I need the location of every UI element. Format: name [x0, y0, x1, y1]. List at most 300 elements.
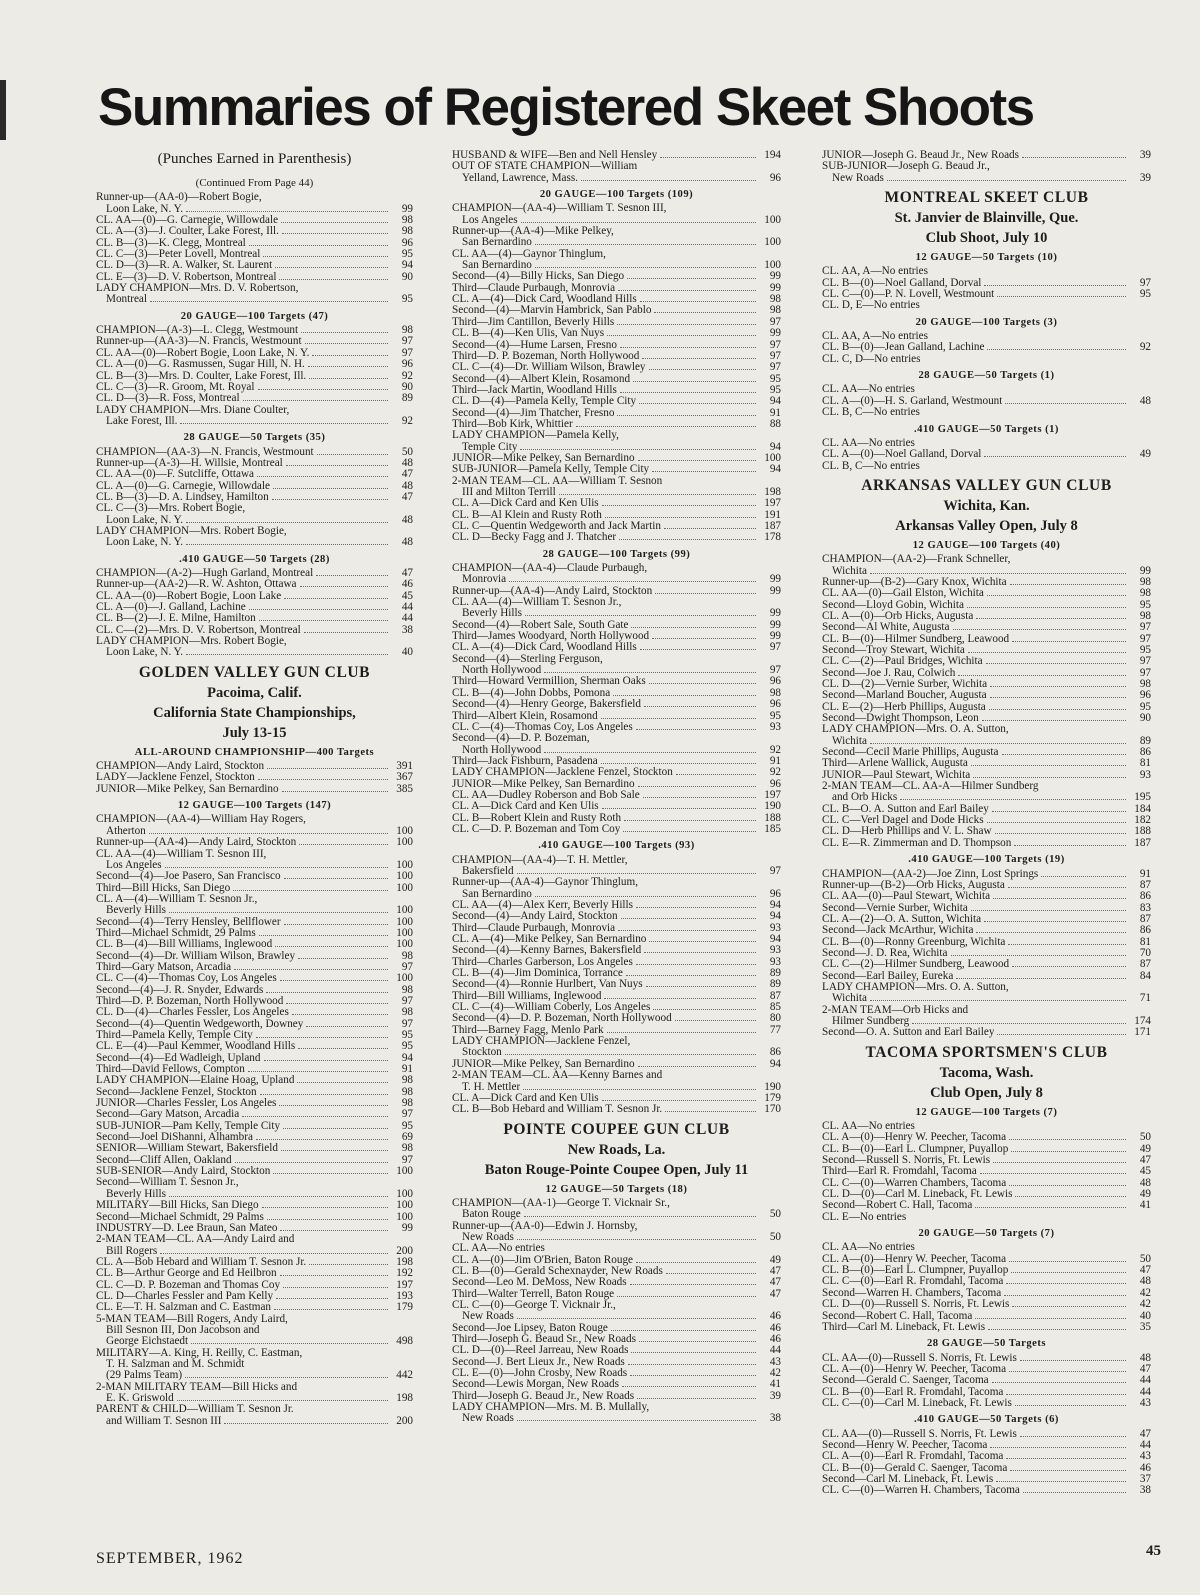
result-line [452, 1277, 781, 1288]
result-score: 90 [401, 380, 413, 393]
result-score: 92 [1139, 341, 1151, 354]
leader-dots [248, 1071, 388, 1072]
result-line [822, 173, 1151, 184]
result-score: 98 [769, 304, 781, 317]
result-text-line: CL. E—No entries [822, 1211, 907, 1223]
result-line [452, 1255, 781, 1266]
event-heading: 12 GAUGE—50 Targets (10) [915, 252, 1058, 264]
result-score: 99 [769, 607, 781, 620]
result-text-line: MILITARY—A. King, H. Reilly, C. Eastman, [96, 1347, 303, 1359]
result-line [452, 900, 781, 911]
result-line [452, 150, 781, 161]
result-line [96, 996, 413, 1007]
result-text: Runner-up—(B-2)—Orb Hicks, Augusta [822, 879, 1005, 891]
result-line [96, 1302, 413, 1313]
result-line [96, 962, 413, 973]
leader-dots [1011, 1151, 1126, 1152]
page-title: Summaries of Registered Skeet Shoots [98, 78, 1034, 137]
event-heading: 20 GAUGE—100 Targets (47) [180, 310, 329, 322]
leader-dots [150, 301, 388, 302]
result-score: 45 [1139, 1165, 1151, 1178]
leader-dots [636, 907, 756, 908]
result-score: 100 [396, 881, 413, 894]
result-line [452, 923, 781, 934]
result-text: Second—(4)—Kenny Barnes, Bakersfield [452, 945, 642, 957]
result-score: 191 [764, 508, 781, 521]
result-score: 174 [1134, 1014, 1151, 1027]
leader-dots [631, 627, 756, 628]
result-text-line: Second—(4)—Sterling Ferguson, [452, 653, 603, 665]
result-score: 48 [401, 456, 413, 469]
result-line [452, 968, 781, 979]
result-score: 99 [769, 618, 781, 631]
result-line [822, 1299, 1151, 1310]
result-text-line: LADY CHAMPION—Mrs. Robert Bogie, [96, 525, 287, 537]
result-text-line: CL. AA—(4)—William T. Sesnon Jr., [452, 597, 622, 609]
result-score: 81 [1139, 757, 1151, 770]
result-score: 46 [769, 1310, 781, 1323]
result-text: New Roads [462, 1231, 514, 1243]
result-text: Second—Michael Schmidt, 29 Palms [96, 1211, 264, 1223]
result-line [452, 1391, 781, 1402]
result-line [452, 1047, 781, 1058]
leader-dots [309, 1264, 388, 1265]
result-score: 95 [401, 1040, 413, 1053]
result-text-line: CL. B, C—No entries [822, 460, 920, 472]
result-text: Third—D. P. Bozeman, North Hollywood [96, 995, 284, 1007]
result-text: Second—(4)—Billy Hicks, San Diego [452, 271, 625, 283]
result-score: 97 [401, 994, 413, 1007]
page-edge [0, 80, 18, 140]
result-line [822, 150, 1151, 161]
result-text: CL. AA—Dudley Roberson and Bob Sale [452, 789, 640, 801]
leader-dots [243, 400, 388, 401]
result-text-line: 2-MAN TEAM—CL. AA-A—Hilmer Sundberg [822, 781, 1039, 793]
result-line [96, 1075, 413, 1086]
result-text: San Bernardino [462, 260, 532, 272]
result-text: CL. B—(4)—Bill Williams, Inglewood [96, 939, 273, 951]
leader-dots [633, 381, 756, 382]
result-text-line: Runner-up—(AA-0)—Robert Bogie, [96, 192, 262, 204]
leader-dots [636, 1262, 756, 1263]
result-line [96, 602, 413, 613]
result-text: CL. A—(4)—Dick Card, Woodland Hills [452, 294, 637, 306]
result-line [96, 1291, 413, 1302]
result-line [452, 294, 781, 305]
result-line [452, 801, 781, 812]
result-text: San Bernardino [462, 888, 532, 900]
result-score: 94 [401, 1051, 413, 1064]
leader-dots [286, 465, 388, 466]
leader-dots [971, 765, 1126, 766]
result-score: 178 [764, 531, 781, 544]
result-score: 198 [764, 485, 781, 498]
result-text: CL. C—(3)—Peter Lovell, Montreal [96, 249, 261, 261]
leader-dots [165, 867, 388, 868]
result-score: 96 [401, 236, 413, 249]
result-line [822, 971, 1151, 982]
result-text: CL. B—(0)—Hilmer Sundberg, Leawood [822, 633, 1010, 645]
event-heading: 28 GAUGE—100 Targets (99) [542, 548, 691, 560]
leader-dots [642, 358, 756, 359]
leader-dots [638, 786, 756, 787]
result-score: 93 [1139, 768, 1151, 781]
result-score: 45 [401, 589, 413, 602]
result-score: 89 [401, 392, 413, 405]
leader-dots [971, 910, 1126, 911]
result-text: CL. B—Al Klein and Rusty Roth [452, 509, 602, 521]
result-score: 71 [1139, 992, 1151, 1005]
result-line [96, 579, 413, 590]
result-score: 47 [1139, 1154, 1151, 1167]
leader-dots [275, 267, 388, 268]
result-text-line: CHAMPION—(AA-4)—William Hay Rogers, [96, 814, 306, 826]
result-text: Second—Jack McArthur, Wichita [822, 925, 974, 937]
continued-note: (Continued From Page 44) [195, 177, 314, 189]
result-score: 96 [769, 887, 781, 900]
result-text: Beverly Hills [462, 608, 522, 620]
result-text: Third—Bill Hicks, San Diego [96, 882, 231, 894]
result-score: 94 [769, 910, 781, 923]
result-text: Runner-up—(AA-4)—Andy Laird, Stockton [452, 585, 653, 597]
result-score: 47 [401, 468, 413, 481]
result-line [452, 813, 781, 824]
result-score: 39 [1139, 171, 1151, 184]
result-line [96, 1064, 413, 1075]
result-line [822, 588, 1151, 599]
result-line [452, 631, 781, 642]
result-text: CHAMPION—(A-2)—Hugh Garland, Montreal [96, 568, 314, 579]
result-score: 86 [1139, 890, 1151, 903]
result-score: 50 [1139, 1252, 1151, 1265]
leader-dots [535, 244, 756, 245]
leader-dots [984, 456, 1126, 457]
result-text: CL. A—(2)—O. A. Sutton, Wichita [822, 913, 982, 925]
result-line [822, 1155, 1151, 1166]
result-text: CL. A—(4)—Mike Pelkey, San Bernardino [452, 934, 647, 946]
result-text: Third—Carl M. Lineback, Ft. Lewis [822, 1321, 986, 1333]
leader-dots [676, 774, 756, 775]
result-text: CL. C—(0)—Warren Chambers, Tacoma [822, 1177, 1007, 1189]
leader-dots [1014, 845, 1126, 846]
leader-dots [521, 222, 756, 223]
result-line [452, 979, 781, 990]
result-line [452, 790, 781, 801]
result-score: 97 [769, 315, 781, 328]
result-score: 44 [1139, 1374, 1151, 1387]
leader-dots [301, 332, 388, 333]
result-line [452, 374, 781, 385]
result-text: Third—D. P. Bozeman, North Hollywood [452, 350, 640, 362]
result-line [822, 948, 1151, 959]
result-score: 87 [1139, 958, 1151, 971]
result-score: 48 [1139, 1176, 1151, 1189]
result-score: 44 [401, 601, 413, 614]
result-line [452, 305, 781, 316]
event-heading: 20 GAUGE—100 Targets (109) [539, 189, 694, 201]
leader-dots [264, 1060, 389, 1061]
result-text: Third—Bill Williams, Inglewood [452, 990, 602, 1002]
result-text: CL. B—(0)—Gerald C. Saenger, Tacoma [822, 1462, 1008, 1474]
result-line [96, 1268, 413, 1279]
result-text: Second—Joe Lipsey, Baton Rouge [452, 1322, 608, 1334]
leader-dots [283, 1128, 388, 1129]
result-line [96, 204, 413, 215]
result-line [822, 679, 1151, 690]
result-text: CL. D—Becky Fagg and J. Thatcher [452, 532, 617, 544]
result-text: CL. E—T. H. Salzman and C. Eastman [96, 1302, 272, 1314]
result-text: HUSBAND & WIFE—Ben and Nell Hensley [452, 150, 658, 161]
result-score: 179 [764, 1091, 781, 1104]
leader-dots [262, 1207, 388, 1208]
result-text: JUNIOR—Mike Pelkey, San Bernardino [452, 1058, 635, 1070]
result-score: 187 [1134, 836, 1151, 849]
leader-dots [601, 763, 756, 764]
result-line [452, 453, 781, 464]
result-text: Second—Joe J. Rau, Colwich [822, 667, 956, 679]
result-text: SENIOR—William Stewart, Bakersfield [96, 1143, 278, 1155]
result-score: 42 [1139, 1286, 1151, 1299]
result-line [452, 866, 781, 877]
result-score: 50 [401, 445, 413, 458]
result-line [96, 939, 413, 950]
result-text-line: LADY CHAMPION—Mrs. Robert Bogie, [96, 636, 287, 648]
leader-dots [256, 1037, 388, 1038]
result-line [96, 1007, 413, 1018]
result-text: Loon Lake, N. Y. [106, 514, 184, 526]
result-text: CL. AA—(0)—F. Sutcliffe, Ottawa [96, 469, 254, 481]
result-text: Bill Rogers [106, 1245, 158, 1257]
result-text: CL. A—(0)—G. Rasmussen, Sugar Hill, N. H. [96, 359, 305, 371]
result-line [96, 772, 413, 783]
result-text: Second—Russell S. Norris, Ft. Lewis [822, 1155, 991, 1167]
result-score: 95 [401, 293, 413, 306]
result-score: 97 [1139, 276, 1151, 289]
leader-dots [306, 1026, 388, 1027]
result-score: 95 [1139, 288, 1151, 301]
result-line [96, 447, 413, 458]
result-text: New Roads [462, 1413, 514, 1425]
result-line [452, 911, 781, 922]
result-score: 100 [396, 1199, 413, 1212]
result-line [822, 713, 1151, 724]
result-line [822, 1265, 1151, 1276]
result-score: 46 [769, 1333, 781, 1345]
leader-dots [1012, 641, 1126, 642]
result-text: Third—Walter Terrell, Baton Rouge [452, 1288, 615, 1300]
leader-dots [281, 1150, 388, 1151]
result-text-line: CHAMPION—(AA-2)—Frank Schneller, [822, 554, 1011, 566]
result-score: 42 [1139, 1298, 1151, 1311]
result-line [96, 1098, 413, 1109]
result-score: 98 [769, 686, 781, 699]
leader-dots [1006, 1394, 1126, 1395]
result-line [452, 283, 781, 294]
leader-dots [274, 1309, 388, 1310]
result-line [96, 469, 413, 480]
leader-dots [613, 695, 756, 696]
result-score: 171 [1134, 1026, 1151, 1039]
result-score: 43 [1139, 1396, 1151, 1409]
result-text: Third—Jack Martin, Woodland Hills [452, 384, 617, 396]
result-score: 47 [401, 567, 413, 579]
result-score: 195 [1134, 791, 1151, 804]
result-text: CL. A—(0)—Jim O'Brien, Baton Rouge [452, 1254, 634, 1266]
leader-dots [305, 343, 388, 344]
result-text: CL. C—Verl Dagel and Dode Hicks [822, 815, 984, 827]
leader-dots [284, 598, 388, 599]
result-score: 200 [396, 1244, 413, 1257]
leader-dots [675, 1020, 756, 1021]
leader-dots [958, 675, 1126, 676]
result-text: JUNIOR—Mike Pelkey, San Bernardino [96, 783, 279, 795]
result-text: Runner-up—(AA-3)—N. Francis, Westmount [96, 336, 302, 348]
result-text: JUNIOR—Mike Pelkey, San Bernardino [452, 778, 635, 790]
leader-dots [186, 654, 388, 655]
leader-dots [1015, 1405, 1126, 1406]
result-text: Third—Albert Klein, Rosamond [452, 710, 598, 722]
result-line [452, 1357, 781, 1368]
result-line [822, 449, 1151, 460]
leader-dots [544, 752, 756, 753]
leader-dots [308, 366, 388, 367]
result-line [452, 328, 781, 339]
result-text: Second—Dwight Thompson, Leon [822, 713, 979, 725]
result-line [96, 416, 413, 427]
result-text: Third—Pamela Kelly, Temple City [96, 1030, 253, 1041]
leader-dots [990, 686, 1126, 687]
result-line [822, 1288, 1151, 1299]
result-line [822, 1016, 1151, 1027]
result-line [452, 642, 781, 653]
club-name: TACOMA SPORTSMEN'S CLUB [865, 1043, 1108, 1061]
result-text: Los Angeles [462, 214, 518, 226]
leader-dots [887, 180, 1126, 181]
leader-dots [912, 1023, 1126, 1024]
result-score: 100 [396, 1210, 413, 1223]
result-line [452, 340, 781, 351]
leader-dots [638, 460, 756, 461]
result-score: 91 [401, 1063, 413, 1076]
leader-dots [639, 1341, 756, 1342]
result-text: Second—Gary Matson, Arcadia [96, 1109, 240, 1121]
result-line [822, 668, 1151, 679]
result-text: CL. C—D. P. Bozeman and Tom Coy [452, 823, 621, 835]
result-line [822, 611, 1151, 622]
result-text: CL. AA—(0)—Robert Bogie, Loon Lake, N. Y. [96, 347, 310, 359]
leader-dots [1041, 876, 1126, 877]
leader-dots [559, 494, 756, 495]
result-line [96, 917, 413, 928]
leader-dots [524, 1216, 756, 1217]
result-line [452, 665, 781, 676]
result-text: CL. A—Dick Card and Ken Ulis [452, 801, 599, 813]
result-line [96, 325, 413, 336]
result-text: Second—Joel DiShanni, Alhambra [96, 1132, 253, 1144]
result-text: Second—Vernie Surber, Wichita [822, 902, 968, 914]
result-score: 85 [769, 1001, 781, 1014]
result-text: Second—(4)—Hume Larsen, Fresno [452, 339, 617, 351]
result-text: Second—(4)—Quentin Wedgeworth, Downey [96, 1018, 304, 1030]
result-line [822, 903, 1151, 914]
result-text: Second—Jacklene Fenzel, Stockton [96, 1086, 257, 1098]
leader-dots [297, 1082, 388, 1083]
result-score: 96 [769, 698, 781, 711]
leader-dots [1009, 1185, 1126, 1186]
result-score: 98 [401, 983, 413, 996]
result-text: CL. A—Dick Card and Ken Ulis [452, 498, 599, 510]
result-score: 87 [1139, 912, 1151, 925]
leader-dots [637, 1398, 756, 1399]
result-score: 188 [1134, 825, 1151, 838]
result-score: 38 [401, 623, 413, 636]
result-score: 99 [769, 573, 781, 586]
leader-dots [665, 1111, 756, 1112]
result-score: 184 [1134, 802, 1151, 815]
result-line [452, 620, 781, 631]
result-score: 99 [769, 281, 781, 294]
result-line [822, 925, 1151, 936]
leader-dots [234, 969, 388, 970]
result-score: 86 [769, 1046, 781, 1059]
leader-dots [298, 958, 388, 959]
result-text-line: LADY CHAMPION—Mrs. D. V. Robertson, [96, 283, 299, 295]
result-text: Second—J. Bert Lieux Jr., New Roads [452, 1356, 625, 1368]
result-line [96, 860, 413, 871]
result-text-line: LADY CHAMPION—Pamela Kelly, [452, 430, 619, 442]
result-score: 99 [769, 584, 781, 597]
result-line [96, 1132, 413, 1143]
result-text-line: 2-MAN MILITARY TEAM—Bill Hicks and [96, 1381, 298, 1393]
result-text: CL. D—(4)—Pamela Kelly, Temple City [452, 396, 637, 408]
leader-dots [1010, 1470, 1126, 1471]
result-text: CHAMPION—Andy Laird, Stockton [96, 761, 265, 773]
result-text-line: OUT OF STATE CHAMPION—William [452, 161, 638, 173]
result-score: 94 [401, 259, 413, 272]
leader-dots [951, 955, 1127, 956]
leader-dots [644, 952, 756, 953]
result-score: 98 [401, 324, 413, 337]
result-text: CL. C—D. P. Bozeman and Thomas Coy [96, 1279, 281, 1291]
result-line [822, 577, 1151, 588]
result-score: 92 [401, 369, 413, 382]
leader-dots [544, 672, 756, 673]
result-score: 385 [396, 782, 413, 795]
result-text-line: CL. D, E—No entries [822, 300, 920, 312]
leader-dots [275, 946, 388, 947]
result-text: Runner-up—(AA-2)—R. W. Ashton, Ottawa [96, 579, 297, 591]
result-text: CHAMPION—(AA-2)—Joe Zinn, Lost Springs [822, 868, 1039, 880]
result-text-line: CHAMPION—(AA-4)—William T. Sesnon III, [452, 203, 667, 215]
result-score: 83 [1139, 901, 1151, 914]
result-score: 190 [764, 800, 781, 813]
result-score: 81 [1139, 935, 1151, 948]
result-line [822, 826, 1151, 837]
result-line [822, 1322, 1151, 1333]
leader-dots [649, 369, 756, 370]
result-score: 48 [1139, 1275, 1151, 1288]
leader-dots [1012, 966, 1126, 967]
result-line [822, 758, 1151, 769]
leader-dots [643, 797, 756, 798]
result-text: Second—(4)—Terry Hensley, Bellflower [96, 916, 281, 928]
leader-dots [611, 1330, 756, 1331]
leader-dots [282, 233, 388, 234]
leader-dots [276, 1298, 388, 1299]
result-score: 94 [769, 899, 781, 911]
result-score: 49 [1139, 1142, 1151, 1155]
result-score: 44 [401, 612, 413, 625]
